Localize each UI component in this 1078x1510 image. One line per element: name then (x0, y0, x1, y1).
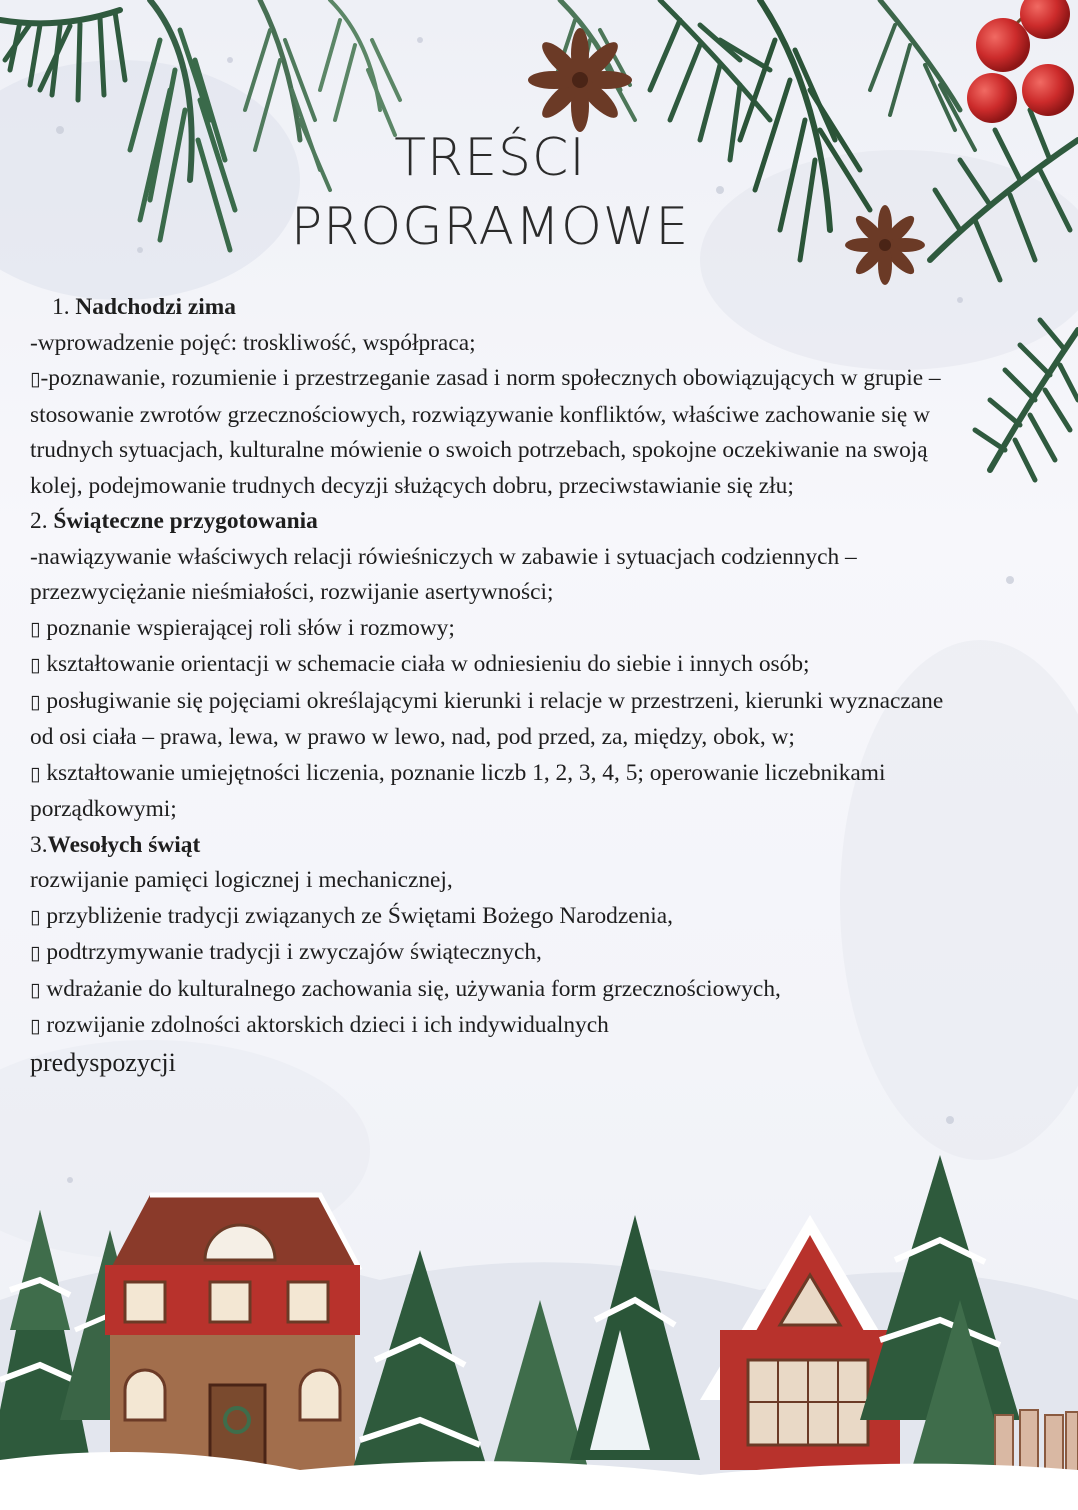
bullet-icon: ▯ (30, 942, 41, 964)
bullet-icon: ▯ (30, 905, 41, 928)
bullet-icon: ▯ (30, 690, 41, 713)
section-number: 1. (52, 294, 70, 320)
bullet-icon: ▯ (30, 368, 41, 390)
list-item: ▯ posługiwanie się pojęciami określającymi kierunki i relacje w przestrzeni, kierunki wyznaczane od osi ciała – prawa, lewa, w prawo w lewo, nad, pod przed, za, między, obok, w; (30, 684, 960, 756)
list-item: ▯-poznawanie, rozumienie i przestrzeganie zasad i norm społecznych obowiązujących w grupie – stosowanie zwrotów grzecznościowych, rozwiązywanie konfliktów, właściwe zachowanie się w trudnych sytuacjach, kulturalne mówienie o swoich potrzebach, spokojne oczekiwanie na swoją kolej, podejmowanie trudnych decyzji służących dobru, przeciwstawianie się złu; (30, 361, 960, 504)
red-berries-icon (967, 0, 1074, 123)
star-anise-icon (528, 28, 632, 132)
list-item: -nawiązywanie właściwych relacji rówieśniczych w zabawie i sytuacjach codziennych – przezwyciężanie nieśmiałości, rozwijanie asertywności; (30, 543, 857, 605)
list-item: rozwijanie pamięci logicznej i mechanicznej, (30, 867, 453, 893)
section-title: Nadchodzi zima (75, 294, 236, 320)
list-item: ▯ wdrażanie do kulturalnego zachowania się, używania form grzecznościowych, (30, 972, 960, 1009)
section-heading-1 (30, 290, 960, 326)
snowy-village-scene (0, 1155, 1078, 1510)
bullet-icon: ▯ (30, 1015, 41, 1037)
list-item: ▯ poznanie wspierającej roli słów i rozmowy; (30, 611, 960, 648)
list-item: ▯ przybliżenie tradycji związanych ze Świętami Bożego Narodzenia, (30, 899, 960, 936)
section-heading-3 (30, 828, 960, 864)
brick-house-icon (105, 1195, 360, 1475)
list-item: -wprowadzenie pojęć: troskliwość, współpraca; (30, 329, 476, 356)
bullet-icon: ▯ (30, 617, 41, 640)
star-anise-small-icon (845, 205, 925, 285)
section-number: 2. (30, 508, 48, 534)
bullet-icon: ▯ (30, 978, 41, 1001)
bullet-icon: ▯ (30, 654, 41, 676)
list-item: predyspozycji (30, 1047, 176, 1077)
section-title: Wesołych świąt (47, 831, 201, 858)
section-title: Świąteczne przygotowania (53, 508, 318, 534)
section-number: 3. (30, 831, 48, 858)
bullet-icon: ▯ (30, 762, 41, 785)
page-title-line-1: TREŚCI (394, 128, 586, 188)
list-item: ▯ kształtowanie orientacji w schemacie ciała w odniesieniu do siebie i innych osób; (30, 647, 960, 684)
list-item: ▯ rozwijanie zdolności aktorskich dzieci i ich indywidualnych (30, 1008, 960, 1045)
page-title-line-2: PROGRAMOWE (290, 197, 690, 257)
section-heading-2 (30, 504, 960, 540)
list-item: ▯ kształtowanie umiejętności liczenia, poznanie liczb 1, 2, 3, 4, 5; operowanie liczebnikami porządkowymi; (30, 756, 960, 828)
program-content (30, 290, 960, 1080)
list-item: ▯ podtrzymywanie tradycji i zwyczajów świątecznych, (30, 935, 960, 972)
